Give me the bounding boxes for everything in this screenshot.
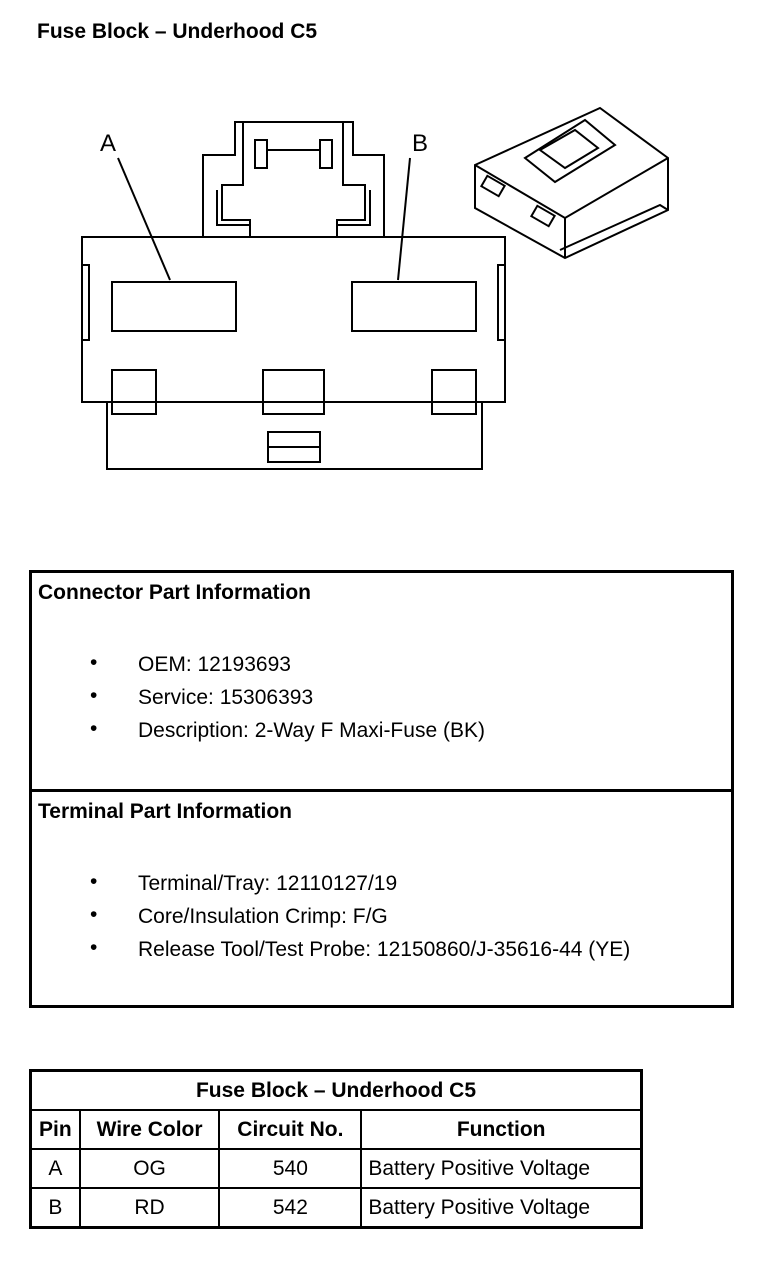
- list-item: • Terminal/Tray: 12110127/19: [90, 870, 398, 895]
- cell-circuit-no: 542: [219, 1188, 361, 1228]
- table-row: [31, 1188, 642, 1228]
- list-item: • Service: 15306393: [90, 684, 314, 709]
- cell-wire-color: RD: [80, 1188, 220, 1228]
- col-header-pin: Pin: [31, 1110, 80, 1149]
- bullet-icon: •: [90, 936, 98, 959]
- connector-info-section: [32, 573, 731, 792]
- table-row: [31, 1149, 642, 1188]
- bullet-icon: •: [90, 903, 98, 926]
- terminal-info-section: [32, 792, 731, 1005]
- pin-table-title: Fuse Block – Underhood C5: [31, 1071, 642, 1111]
- cell-function: Battery Positive Voltage: [361, 1149, 641, 1188]
- terminal-info-heading: Terminal Part Information: [38, 800, 292, 823]
- cell-pin: A: [31, 1149, 80, 1188]
- bullet-icon: •: [90, 651, 98, 674]
- pin-a-label: A: [100, 130, 117, 157]
- cell-wire-color: OG: [80, 1149, 220, 1188]
- list-item: • Core/Insulation Crimp: F/G: [90, 903, 388, 928]
- page-title: Fuse Block – Underhood C5: [37, 20, 318, 43]
- cell-function: Battery Positive Voltage: [361, 1188, 641, 1228]
- connector-drawing: [0, 90, 768, 490]
- terminal-info-list: [32, 872, 731, 971]
- pin-b-label: B: [412, 130, 429, 157]
- bullet-icon: •: [90, 717, 98, 740]
- bullet-icon: •: [90, 684, 98, 707]
- cell-pin: B: [31, 1188, 80, 1228]
- connector-info-heading: Connector Part Information: [38, 581, 312, 604]
- part-info-box: [29, 570, 734, 1008]
- bullet-icon: •: [90, 870, 98, 893]
- col-header-circuit-no: Circuit No.: [219, 1110, 361, 1149]
- list-item: • OEM: 12193693: [90, 651, 291, 676]
- col-header-function: Function: [361, 1110, 641, 1149]
- col-header-wire-color: Wire Color: [80, 1110, 220, 1149]
- list-item: • Release Tool/Test Probe: 12150860/J-35616-44 (YE): [90, 936, 631, 961]
- cell-circuit-no: 540: [219, 1149, 361, 1188]
- connector-info-list: [32, 653, 731, 752]
- pin-table: [29, 1069, 643, 1229]
- list-item: • Description: 2-Way F Maxi-Fuse (BK): [90, 717, 485, 742]
